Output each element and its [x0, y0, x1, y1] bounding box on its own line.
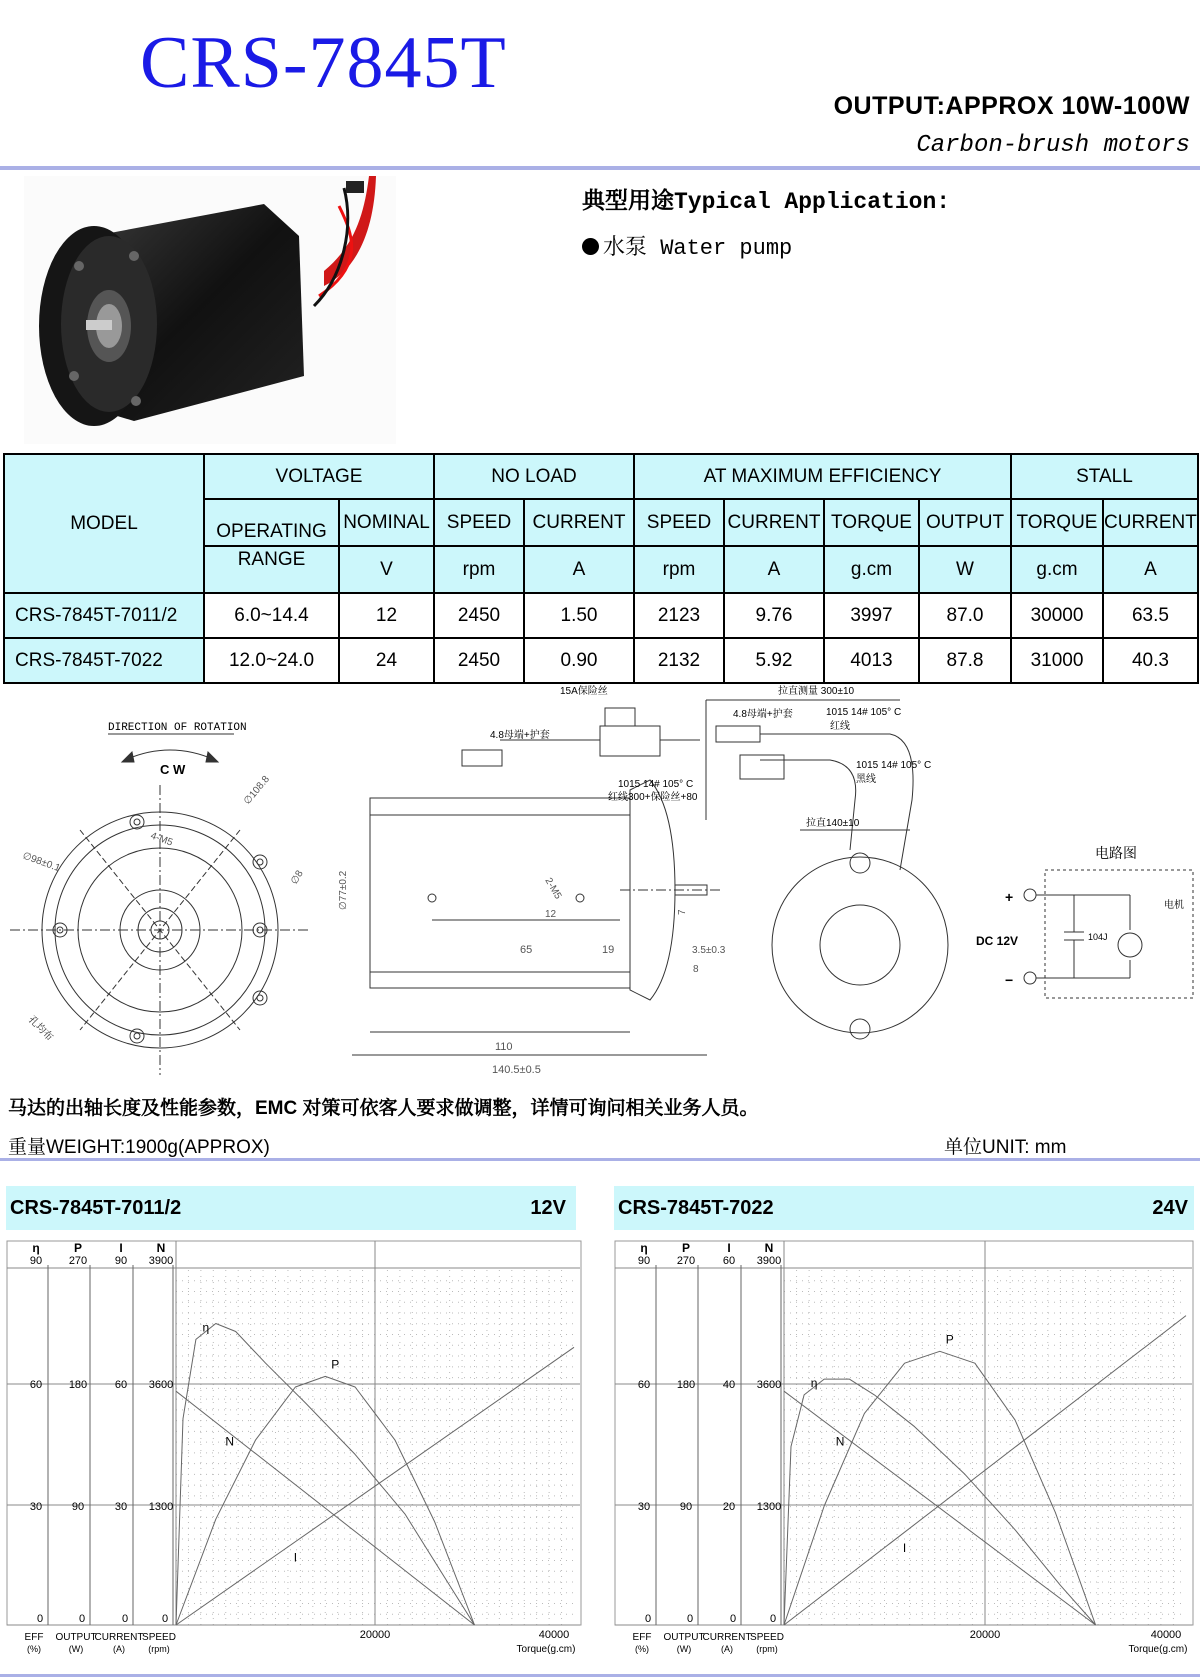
y-tick: 0: [36, 1613, 44, 1625]
row-me-output: 87.8: [919, 638, 1011, 683]
application-item-label: 水泵 Water pump: [603, 236, 793, 261]
chart-svg: [614, 1240, 1194, 1670]
row-range: 6.0~14.4: [204, 593, 339, 638]
notes-divider: [0, 1158, 1200, 1161]
wire-red-cn: 红线: [830, 721, 850, 732]
row-nominal: 24: [339, 638, 434, 683]
header-stall: STALL: [1011, 454, 1198, 499]
unit-st-a: A: [1103, 546, 1198, 593]
axis-symbol: η: [640, 1241, 648, 1255]
cw-label: C W: [160, 762, 186, 777]
y-tick: 3900: [148, 1255, 174, 1267]
adjustment-note: 马达的出轴长度及性能参数，EMC 对策可依客人要求做调整，详情可询问相关业务人员。: [8, 1098, 759, 1119]
y-tick: 90: [29, 1255, 43, 1267]
series-line-n: [784, 1391, 1096, 1625]
bullet-icon: [582, 238, 599, 255]
dc-label: DC 12V: [976, 934, 1019, 948]
y-tick: 180: [676, 1379, 696, 1391]
row-st-torque: 31000: [1011, 638, 1103, 683]
unit-me-a: A: [724, 546, 824, 593]
axis-unit: (A): [113, 1644, 125, 1654]
row-me-current: 5.92: [724, 638, 824, 683]
header-no-load: NO LOAD: [434, 454, 634, 499]
axis-unit: (A): [721, 1644, 733, 1654]
axis-label: SPEED: [750, 1632, 784, 1643]
y-tick: 0: [121, 1613, 129, 1625]
wire-red: 1015 14# 105° C: [826, 707, 902, 718]
axis-symbol: η: [32, 1241, 40, 1255]
y-tick: 3900: [756, 1255, 782, 1267]
y-tick: 0: [769, 1613, 777, 1625]
wire-black-cn: 黑线: [856, 774, 876, 785]
header-st-torque: TORQUE: [1011, 499, 1103, 546]
header-me-torque: TORQUE: [824, 499, 919, 546]
row-st-current: 63.5: [1103, 593, 1198, 638]
x-tick: 20000: [969, 1629, 1001, 1641]
axis-symbol: N: [764, 1241, 774, 1255]
chart1-header: [6, 1186, 576, 1230]
y-tick: 1300: [756, 1501, 782, 1513]
page-title: CRS-7845T: [140, 22, 507, 104]
side-view: [338, 780, 726, 1076]
row-me-speed: 2132: [634, 638, 724, 683]
y-tick: 90: [114, 1255, 128, 1267]
circuit-diagram: [976, 845, 1193, 998]
row-nl-current: 0.90: [524, 638, 634, 683]
x-axis-label: Torque(g.cm): [516, 1644, 576, 1655]
axis-symbol: P: [73, 1241, 83, 1255]
dim-98: ∅98±0.1: [20, 850, 62, 875]
y-tick: 40: [722, 1379, 736, 1391]
row-nl-speed: 2450: [434, 593, 524, 638]
row-model: CRS-7845T-7011/2: [4, 593, 204, 638]
unit-me-rpm: rpm: [634, 546, 724, 593]
performance-chart-12v: [6, 1240, 582, 1675]
header-nominal: NOMINAL: [339, 499, 434, 546]
performance-chart-24v: [614, 1240, 1194, 1675]
axis-label: SPEED: [142, 1632, 176, 1643]
unit-nl-rpm: rpm: [434, 546, 524, 593]
header-model: MODEL: [4, 454, 204, 593]
y-tick: 1300: [148, 1501, 174, 1513]
cap-label: 104J: [1088, 932, 1108, 942]
y-tick: 3600: [756, 1379, 782, 1391]
chart-frame: [7, 1241, 581, 1625]
motor-label: 电机: [1164, 900, 1184, 911]
y-tick: 60: [114, 1379, 128, 1391]
y-tick: 20: [722, 1501, 736, 1513]
axis-label: CURRENT: [702, 1632, 752, 1643]
series-line-eff: [784, 1379, 1096, 1625]
axis-unit: (%): [27, 1644, 41, 1654]
axis-symbol: I: [727, 1241, 731, 1255]
weight-label: 重量WEIGHT:1900g(APPROX): [8, 1137, 270, 1158]
y-tick: 270: [68, 1255, 88, 1267]
row-nl-current: 1.50: [524, 593, 634, 638]
dim-35: 3.5±0.3: [692, 945, 726, 956]
header-st-current: CURRENT: [1103, 499, 1198, 546]
series-line-p: [176, 1376, 475, 1625]
header-me-output: OUTPUT: [919, 499, 1011, 546]
row-nominal: 12: [339, 593, 434, 638]
unit-v: V: [339, 546, 434, 593]
row-me-speed: 2123: [634, 593, 724, 638]
y-tick: 30: [637, 1501, 651, 1513]
unit-me-gcm: g.cm: [824, 546, 919, 593]
unit-me-w: W: [919, 546, 1011, 593]
series-label: I: [902, 1541, 907, 1556]
holes-label: 孔均布: [25, 1014, 55, 1044]
row-me-torque: 3997: [824, 593, 919, 638]
series-line-p: [784, 1351, 1096, 1625]
chart2-header: [614, 1186, 1194, 1230]
row-me-torque: 4013: [824, 638, 919, 683]
axis-unit: (%): [635, 1644, 649, 1654]
header-nl-current: CURRENT: [524, 499, 634, 546]
circuit-title: 电路图: [1095, 845, 1137, 861]
row-me-output: 87.0: [919, 593, 1011, 638]
pull2-label: 拉直140±10: [806, 818, 860, 829]
header-max-efficiency: AT MAXIMUM EFFICIENCY: [634, 454, 1011, 499]
row-me-current: 9.76: [724, 593, 824, 638]
y-tick: 0: [161, 1613, 169, 1625]
y-tick: 270: [676, 1255, 696, 1267]
y-tick: 90: [71, 1501, 85, 1513]
row-model: CRS-7845T-7022: [4, 638, 204, 683]
wiring-diagram: [462, 684, 948, 1039]
series-label: N: [225, 1434, 235, 1449]
y-tick: 60: [637, 1379, 651, 1391]
dim-d8: ∅8: [289, 868, 306, 887]
axis-label: EFF: [632, 1632, 652, 1643]
header-operating: OPERATING: [204, 499, 339, 546]
plus-label: +: [1005, 889, 1014, 905]
y-tick: 60: [29, 1379, 43, 1391]
dim-7: 7: [677, 909, 688, 915]
axis-label: OUTPUT: [663, 1632, 705, 1643]
y-tick: 0: [686, 1613, 694, 1625]
x-tick: 40000: [1150, 1629, 1182, 1641]
minus-label: −: [1005, 972, 1014, 988]
product-subtitle: Carbon-brush motors: [916, 132, 1190, 159]
y-tick: 0: [78, 1613, 86, 1625]
wire-black: 1015 14# 105° C: [856, 760, 932, 771]
dim-2m5: 2-M5: [542, 876, 564, 902]
chart-svg: [6, 1240, 582, 1670]
axis-unit: (W): [676, 1644, 692, 1654]
series-label: η: [810, 1375, 818, 1390]
axis-label: OUTPUT: [55, 1632, 97, 1643]
row-st-current: 40.3: [1103, 638, 1198, 683]
y-tick: 3600: [148, 1379, 174, 1391]
x-axis-label: Torque(g.cm): [1128, 1644, 1188, 1655]
unit-st-gcm: g.cm: [1011, 546, 1103, 593]
series-label: I: [293, 1550, 298, 1565]
front-view: [10, 722, 310, 1075]
series-label: η: [202, 1320, 210, 1335]
technical-drawing: [0, 680, 1200, 1085]
application-item: [582, 230, 792, 261]
y-tick: 180: [68, 1379, 88, 1391]
row-nl-speed: 2450: [434, 638, 524, 683]
dim-65: 65: [520, 944, 533, 956]
fuse-label: 15A保险丝: [560, 686, 608, 697]
row-range: 12.0~24.0: [204, 638, 339, 683]
header-me-speed: SPEED: [634, 499, 724, 546]
y-tick: 60: [722, 1255, 736, 1267]
y-tick: 90: [637, 1255, 651, 1267]
term1-label: 4.8母端+护套: [490, 730, 550, 741]
header-voltage: VOLTAGE: [204, 454, 434, 499]
dim-77: ∅77±0.2: [338, 870, 349, 910]
axis-unit: (rpm): [148, 1644, 170, 1654]
series-label: P: [945, 1332, 954, 1347]
y-tick: 0: [644, 1613, 652, 1625]
series-label: P: [331, 1357, 340, 1372]
y-tick: 30: [29, 1501, 43, 1513]
motor-photo: [24, 176, 396, 444]
chart2-model: CRS-7845T-7022: [618, 1197, 774, 1219]
header-range: RANGE: [204, 546, 339, 593]
header-divider: [0, 166, 1200, 170]
header-nl-speed: SPEED: [434, 499, 524, 546]
y-tick: 90: [679, 1501, 693, 1513]
table-row: [4, 638, 1198, 683]
table-row: [4, 593, 1198, 638]
axis-symbol: P: [681, 1241, 691, 1255]
series-label: N: [835, 1434, 845, 1449]
dim-110: 110: [495, 1041, 513, 1053]
unit-label: 单位UNIT: mm: [944, 1137, 1067, 1158]
chart2-voltage: 24V: [1152, 1197, 1188, 1219]
dim-12: 12: [545, 909, 557, 920]
unit-nl-a: A: [524, 546, 634, 593]
x-tick: 40000: [538, 1629, 570, 1641]
chart1-model: CRS-7845T-7011/2: [10, 1197, 182, 1219]
axis-label: EFF: [24, 1632, 44, 1643]
dim-19: 19: [602, 944, 615, 956]
wire-fuse-cn: 红线300+保险丝+80: [608, 792, 698, 803]
row-st-torque: 30000: [1011, 593, 1103, 638]
axis-unit: (W): [68, 1644, 84, 1654]
header-me-current: CURRENT: [724, 499, 824, 546]
footer-divider: [0, 1674, 1200, 1677]
axis-symbol: N: [156, 1241, 166, 1255]
term2-label: 4.8母端+护套: [733, 709, 793, 720]
chart-frame: [615, 1241, 1193, 1625]
axis-symbol: I: [119, 1241, 123, 1255]
y-tick: 30: [114, 1501, 128, 1513]
spec-table: [3, 453, 1199, 684]
application-title: 典型用途Typical Application:: [582, 189, 951, 215]
pull1-label: 拉直测量 300±10: [778, 686, 855, 697]
x-tick: 20000: [359, 1629, 391, 1641]
dim-4m5: 4-M5: [148, 830, 175, 849]
axis-label: CURRENT: [94, 1632, 144, 1643]
chart1-voltage: 12V: [530, 1197, 566, 1219]
output-range: OUTPUT:APPROX 10W-100W: [833, 92, 1190, 120]
dim-outer: ∅108.8: [241, 774, 272, 807]
y-tick: 0: [729, 1613, 737, 1625]
wire-fuse: 1015 14# 105° C: [618, 779, 694, 790]
rotation-title: DIRECTION OF ROTATION: [108, 722, 247, 734]
dim-1405: 140.5±0.5: [492, 1064, 541, 1076]
axis-unit: (rpm): [756, 1644, 778, 1654]
dim-8b: 8: [693, 964, 699, 975]
